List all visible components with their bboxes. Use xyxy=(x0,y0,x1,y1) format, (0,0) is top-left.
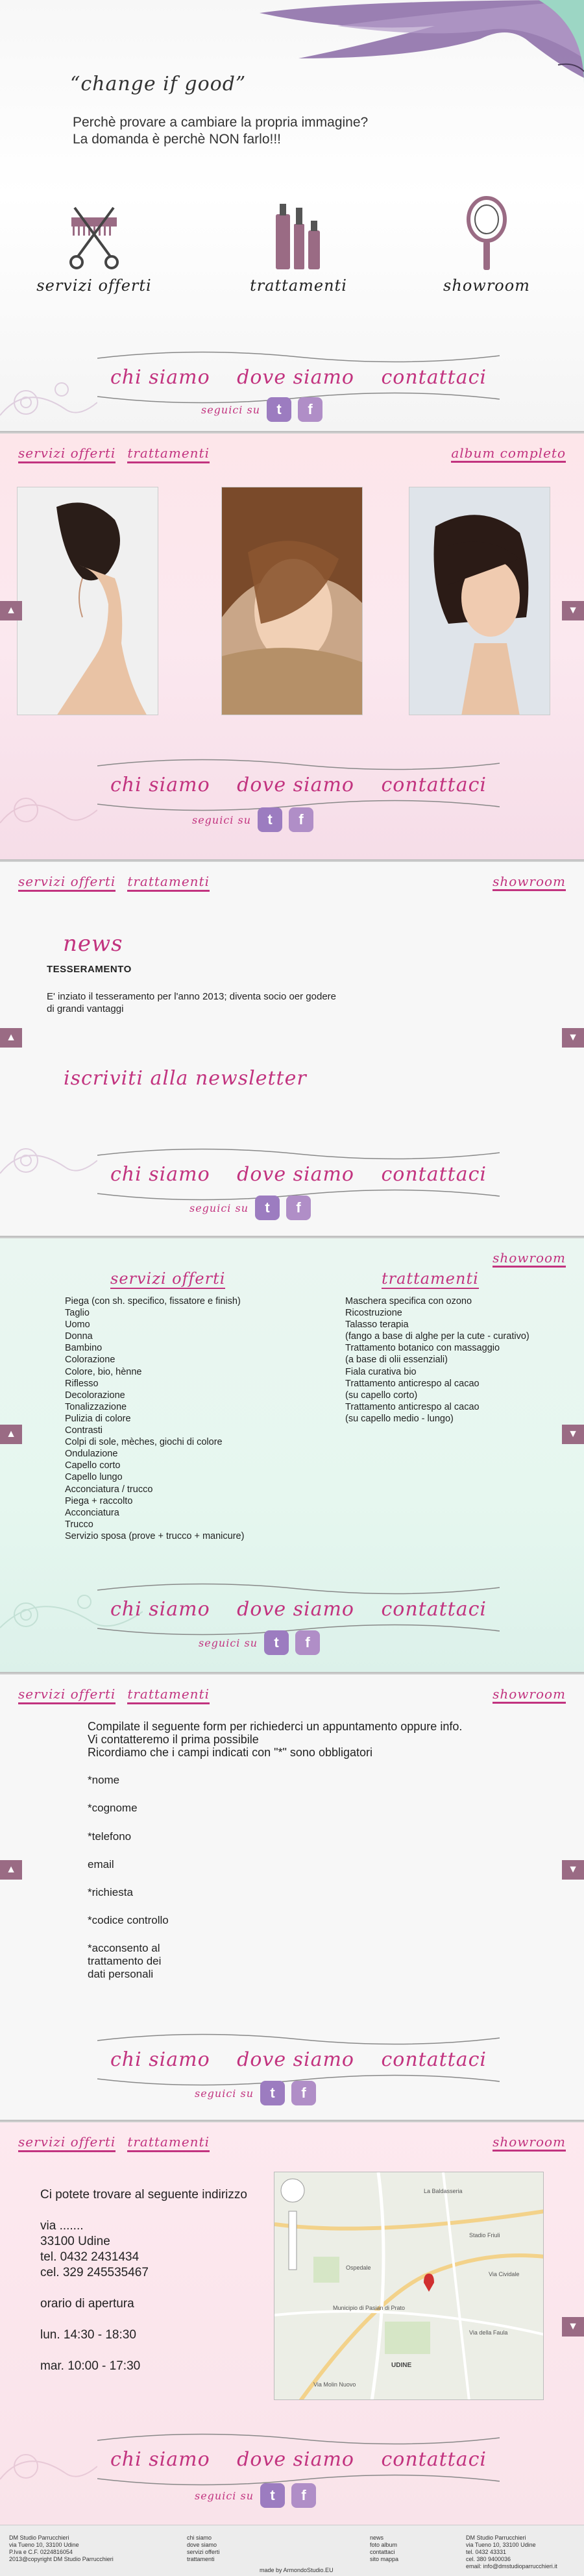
map-label: La Baldasseria xyxy=(424,2188,463,2194)
facebook-icon[interactable]: f xyxy=(289,807,313,832)
footer-text: P.Iva e C.F. 0224816054 xyxy=(9,2549,73,2555)
hours-line: lun. 14:30 - 18:30 xyxy=(40,2328,136,2342)
list-item: Contrasti xyxy=(65,1425,103,1436)
tab-servizi[interactable]: servizi offerti xyxy=(18,874,116,892)
category-showroom[interactable] xyxy=(422,195,552,295)
hand-mirror-icon xyxy=(451,195,522,273)
footer-link[interactable]: dove siamo xyxy=(187,2542,217,2548)
map-label: Via Molin Nuovo xyxy=(313,2381,356,2388)
nav-dove-siamo[interactable]: dove siamo xyxy=(237,774,354,796)
footer-text: tel. 0432 43331 xyxy=(466,2549,507,2555)
form-intro xyxy=(88,1720,542,1759)
tab-bar xyxy=(18,445,566,462)
tab-showroom[interactable]: showroom xyxy=(493,1686,566,1704)
list-item: Acconciatura xyxy=(65,1507,119,1518)
list-item: Trattamento anticrespo al cacao xyxy=(345,1378,480,1389)
map-label: Municipio di Pasian di Prato xyxy=(333,2305,406,2311)
footer-link[interactable]: servizi offerti xyxy=(187,2549,220,2555)
swirl-divider xyxy=(97,1582,500,1595)
services-panel xyxy=(0,1238,584,1674)
footer-text: cel. 380 9400036 xyxy=(466,2556,511,2562)
beauty-products-icon xyxy=(263,195,334,273)
map-label: Ospedale xyxy=(346,2264,371,2271)
tab-trattamenti[interactable]: trattamenti xyxy=(127,874,210,892)
social-bar xyxy=(199,1630,320,1655)
swirl-divider xyxy=(97,1147,500,1160)
hours-title: orario di apertura xyxy=(40,2297,134,2311)
social-bar xyxy=(195,2081,316,2105)
bottom-nav xyxy=(97,1582,500,1636)
gallery-photo[interactable] xyxy=(17,487,158,715)
list-item: (su capello medio - lungo) xyxy=(345,1413,454,1424)
floral-decoration xyxy=(0,363,97,434)
list-item: Acconciatura / trucco xyxy=(65,1484,153,1495)
list-item: Riflesso xyxy=(65,1378,99,1389)
twitter-icon[interactable]: t xyxy=(260,2483,285,2508)
address-city: 33100 Udine xyxy=(40,2235,110,2248)
nav-dove-siamo[interactable]: dove siamo xyxy=(237,1598,354,1621)
twitter-icon[interactable]: t xyxy=(255,1196,280,1220)
list-item: (fango a base di alghe per la cute - curativo) xyxy=(345,1331,529,1342)
map-canvas xyxy=(274,2172,544,2400)
social-bar xyxy=(189,1196,311,1220)
nav-contattaci[interactable]: contattaci xyxy=(381,2048,487,2071)
news-panel xyxy=(0,862,584,1238)
social-label: seguici su xyxy=(195,2489,254,2502)
nav-dove-siamo[interactable]: dove siamo xyxy=(237,1163,354,1186)
list-item: Ondulazione xyxy=(65,1449,118,1460)
list-item: Colorazione xyxy=(65,1355,116,1366)
bottom-nav xyxy=(97,350,500,404)
news-headline: TESSERAMENTO xyxy=(47,964,132,975)
twitter-icon[interactable]: t xyxy=(260,2081,285,2105)
chevron-left-icon[interactable]: ▲ xyxy=(0,601,22,620)
consent-label: *acconsento al xyxy=(88,1942,160,1954)
services-list xyxy=(65,1295,244,1542)
category-label: servizi offerti xyxy=(36,276,152,295)
nav-chi-siamo[interactable]: chi siamo xyxy=(110,2448,210,2471)
swirl-divider xyxy=(97,350,500,363)
map-label: UDINE xyxy=(391,2362,412,2369)
email-field[interactable]: email xyxy=(88,1858,114,1871)
location-panel xyxy=(0,2122,584,2525)
list-item: Pulizia di colore xyxy=(65,1413,131,1424)
gallery-photo[interactable] xyxy=(409,487,550,715)
tab-trattamenti[interactable]: trattamenti xyxy=(127,2134,210,2152)
nav-chi-siamo[interactable]: chi siamo xyxy=(110,2048,210,2071)
facebook-icon[interactable]: f xyxy=(291,2081,316,2105)
chevron-right-icon[interactable]: ▼ xyxy=(562,1028,584,1048)
tab-servizi[interactable]: servizi offerti xyxy=(18,1686,116,1704)
footer-text: via Tueno 10, 33100 Udine xyxy=(466,2542,536,2548)
chevron-left-icon[interactable]: ▲ xyxy=(0,1028,22,1048)
cognome-field[interactable]: *cognome xyxy=(88,1802,138,1814)
chevron-left-icon[interactable]: ▲ xyxy=(0,1860,22,1880)
list-item: Ricostruzione xyxy=(345,1308,402,1319)
tab-servizi[interactable]: servizi offerti xyxy=(18,2134,116,2152)
footer-link[interactable]: sito mappa xyxy=(370,2556,399,2562)
newsletter-link[interactable]: iscriviti alla newsletter xyxy=(64,1067,307,1090)
map-label: Via della Faula xyxy=(469,2329,508,2336)
bottom-nav xyxy=(97,2433,500,2486)
hero-question xyxy=(73,114,368,148)
map-label: Via Cividale xyxy=(489,2271,520,2277)
address-cel: cel. 329 245535467 xyxy=(40,2266,149,2279)
form-intro-line: Vi contatteremo il prima possibile xyxy=(88,1733,259,1746)
tab-showroom[interactable]: showroom xyxy=(493,874,566,891)
bottom-nav xyxy=(97,2033,500,2087)
nav-chi-siamo[interactable]: chi siamo xyxy=(110,366,210,389)
footer-contacts xyxy=(466,2534,557,2570)
map-label: Stadio Friuli xyxy=(469,2232,500,2239)
gallery-photo[interactable] xyxy=(221,487,363,715)
nav-contattaci[interactable]: contattaci xyxy=(381,1598,487,1621)
list-item: Trucco xyxy=(65,1519,93,1530)
services-title: servizi offerti xyxy=(110,1270,226,1288)
list-item: Servizio sposa (prove + trucco + manicure) xyxy=(65,1530,245,1541)
facebook-icon[interactable]: f xyxy=(291,2483,316,2508)
made-by-credit[interactable]: made by ArmondoStudio.EU xyxy=(260,2567,334,2573)
list-item: Talasso terapia xyxy=(345,1319,409,1331)
location-map[interactable] xyxy=(274,2172,544,2400)
floral-decoration xyxy=(0,771,97,842)
list-item: Donna xyxy=(65,1331,93,1342)
swirl-divider xyxy=(97,758,500,771)
tab-bar xyxy=(18,1250,566,1267)
bottom-nav xyxy=(97,758,500,812)
chevron-right-icon[interactable]: ▼ xyxy=(562,2317,584,2337)
floral-decoration xyxy=(0,2427,97,2499)
social-label: seguici su xyxy=(189,1201,249,1214)
bottom-nav xyxy=(97,1147,500,1201)
twitter-icon[interactable]: t xyxy=(258,807,282,832)
footer-company xyxy=(9,2534,114,2563)
nav-chi-siamo[interactable]: chi siamo xyxy=(110,1163,210,1186)
footer-email-link[interactable]: email: info@dmstudioparrucchieri.it xyxy=(466,2563,557,2570)
twitter-icon[interactable]: t xyxy=(267,397,291,422)
social-label: seguici su xyxy=(192,813,252,826)
list-item: (su capello corto) xyxy=(345,1390,418,1401)
news-title: news xyxy=(63,931,123,957)
facebook-icon[interactable]: f xyxy=(295,1630,320,1655)
social-label: seguici su xyxy=(195,2087,254,2100)
footer-link[interactable]: contattaci xyxy=(370,2549,395,2555)
telefono-field[interactable]: *telefono xyxy=(88,1830,132,1843)
chevron-right-icon[interactable]: ▼ xyxy=(562,1860,584,1880)
list-item: Tonalizzazione xyxy=(65,1401,127,1412)
chevron-right-icon[interactable]: ▼ xyxy=(562,601,584,620)
footer-link[interactable]: trattamenti xyxy=(187,2556,215,2562)
list-item: Trattamento botanico con massaggio xyxy=(345,1343,500,1354)
address-tel: tel. 0432 2431434 xyxy=(40,2250,140,2264)
list-item: Colore, bio, hènne xyxy=(65,1366,142,1377)
social-bar xyxy=(195,2483,316,2508)
social-label: seguici su xyxy=(199,1636,258,1649)
footer-text: via Tueno 10, 33100 Udine xyxy=(9,2542,79,2548)
nav-contattaci[interactable]: contattaci xyxy=(381,366,487,389)
chevron-right-icon[interactable]: ▼ xyxy=(562,1425,584,1444)
tab-servizi[interactable]: servizi offerti xyxy=(18,445,116,463)
nav-dove-siamo[interactable]: dove siamo xyxy=(237,2048,354,2071)
form-intro-line: Ricordiamo che i campi indicati con "*" sono obbligatori xyxy=(88,1746,372,1759)
swirl-divider xyxy=(97,2033,500,2046)
social-label: seguici su xyxy=(201,403,261,416)
scissors-comb-icon xyxy=(58,195,130,273)
swirl-divider xyxy=(97,2433,500,2446)
news-body: E' inziato il tesseramento per l'anno 2013; diventa socio oer godere di grandi vantaggi xyxy=(47,991,337,1014)
list-item: Piega (con sh. specifico, fissatore e finish) xyxy=(65,1296,241,1306)
hero-question-line-1: Perchè provare a cambiare la propria immagine? xyxy=(73,115,369,130)
social-bar xyxy=(201,397,322,422)
contact-form-panel xyxy=(0,1674,584,2122)
list-item: Taglio xyxy=(65,1308,90,1319)
list-item: Colpi di sole, mèches, giochi di colore xyxy=(65,1437,223,1448)
hero-question-line-2: La domanda è perchè NON farlo!!! xyxy=(73,132,282,147)
tab-bar xyxy=(18,874,566,890)
nav-dove-siamo[interactable]: dove siamo xyxy=(237,366,354,389)
footer-text: 2013@copyright DM Studio Parrucchieri xyxy=(9,2556,114,2562)
footer-text: DM Studio Parrucchieri xyxy=(466,2534,526,2541)
treatments-list xyxy=(345,1295,529,1425)
twitter-icon[interactable]: t xyxy=(264,1630,289,1655)
tab-trattamenti[interactable]: trattamenti xyxy=(127,1686,210,1704)
category-trattamenti[interactable] xyxy=(234,195,363,295)
treatments-title: trattamenti xyxy=(382,1270,479,1288)
footer-link[interactable]: news xyxy=(370,2534,384,2541)
tab-showroom[interactable]: showroom xyxy=(493,2134,566,2152)
footer-link[interactable]: chi siamo xyxy=(187,2534,212,2541)
social-bar xyxy=(192,807,313,832)
slogan: “change if good” xyxy=(70,73,247,95)
tab-trattamenti[interactable]: trattamenti xyxy=(127,445,210,463)
category-label: trattamenti xyxy=(250,276,347,295)
tab-bar xyxy=(18,1686,566,1703)
gallery-panel xyxy=(0,434,584,862)
hero-panel xyxy=(0,0,584,434)
tab-showroom[interactable]: showroom xyxy=(493,1250,566,1268)
list-item: Trattamento anticrespo al cacao xyxy=(345,1401,480,1412)
category-servizi[interactable] xyxy=(29,195,159,295)
list-item: Capello lungo xyxy=(65,1472,123,1483)
category-label: showroom xyxy=(443,276,530,295)
list-item: Piega + raccolto xyxy=(65,1495,133,1506)
footer-link[interactable]: foto album xyxy=(370,2542,398,2548)
list-item: Capello corto xyxy=(65,1460,121,1471)
tab-album-completo[interactable]: album completo xyxy=(451,445,566,463)
nav-contattaci[interactable]: contattaci xyxy=(381,2448,487,2471)
facebook-icon[interactable]: f xyxy=(286,1196,311,1220)
richiesta-field[interactable]: *richiesta xyxy=(88,1886,133,1898)
list-item: Decolorazione xyxy=(65,1390,125,1401)
list-item: Bambino xyxy=(65,1343,103,1354)
nav-dove-siamo[interactable]: dove siamo xyxy=(237,2448,354,2471)
footer-text: DM Studio Parrucchieri xyxy=(9,2534,69,2541)
facebook-icon[interactable]: f xyxy=(298,397,322,422)
address-block xyxy=(40,2187,247,2374)
nome-field[interactable]: *nome xyxy=(88,1774,120,1786)
list-item: Uomo xyxy=(65,1319,90,1331)
hours-line: mar. 10:00 - 17:30 xyxy=(40,2359,141,2373)
codice-controllo-field[interactable]: *codice controllo xyxy=(88,1914,169,1926)
list-item: Maschera specifica con ozono xyxy=(345,1296,472,1306)
address-street: via ....... xyxy=(40,2219,84,2233)
list-item: Fiala curativa bio xyxy=(345,1366,417,1377)
tab-bar xyxy=(18,2134,566,2151)
nav-chi-siamo[interactable]: chi siamo xyxy=(110,774,210,796)
footer-nav-1 xyxy=(187,2534,219,2563)
form-intro-line: Compilate il seguente form per richiederci un appuntamento oppure info. xyxy=(88,1720,463,1733)
site-footer xyxy=(0,2525,584,2576)
nav-contattaci[interactable]: contattaci xyxy=(381,1163,487,1186)
consent-label: trattamento dei xyxy=(88,1955,162,1967)
nav-chi-siamo[interactable]: chi siamo xyxy=(110,1598,210,1621)
list-item: (a base di olii essenziali) xyxy=(345,1355,448,1366)
chevron-left-icon[interactable]: ▲ xyxy=(0,1425,22,1444)
consent-label: dati personali xyxy=(88,1968,154,1980)
address-intro: Ci potete trovare al seguente indirizzo xyxy=(40,2188,247,2202)
hair-swoosh-decoration xyxy=(221,0,584,117)
floral-decoration xyxy=(0,1122,97,1193)
footer-nav-2 xyxy=(370,2534,398,2563)
consent-checkbox[interactable] xyxy=(88,1942,161,1981)
nav-contattaci[interactable]: contattaci xyxy=(381,774,487,796)
